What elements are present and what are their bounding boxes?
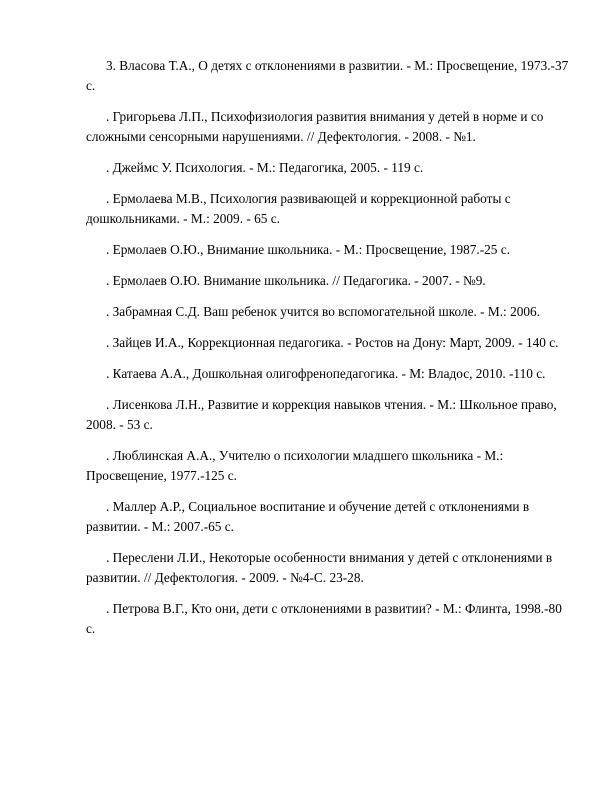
reference-item: . Григорьева Л.П., Психофизиология развития внимания у детей в норме и со сложными сенсорными нарушениями. // Дефектология. - 2008. - №1. (86, 109, 544, 144)
reference-item: . Петрова В.Г., Кто они, дети с отклонениями в развитии? - М.: Флинта, 1998.-80 с. (86, 601, 562, 636)
reference-list (86, 56, 574, 650)
reference-item: . Лисенкова Л.Н., Развитие и коррекция навыков чтения. - М.: Школьное право, 2008. - 53 с. (86, 397, 557, 432)
reference-item: . Люблинская А.А., Учителю о психологии младшего школьника - М.: Просвещение, 1977.-125 с. (86, 448, 504, 483)
reference-item: . Маллер А.Р., Социальное воспитание и обучение детей с отклонениями в развитии. - М.: 2007.-65 с. (86, 499, 530, 534)
reference-item: 3. Власова Т.А., О детях с отклонениями в развитии. - М.: Просвещение, 1973.-37 с. (86, 58, 569, 93)
reference-item: . Катаева А.А., Дошкольная олигофренопедагогика. - М: Владос, 2010. -110 с. (106, 366, 546, 381)
reference-item: . Ермолаева М.В., Психология развивающей и коррекционной работы с дошкольниками. - М.: 2009. - 65 с. (86, 191, 511, 226)
reference-item: . Переслени Л.И., Некоторые особенности внимания у детей с отклонениями в развитии. // Дефектология. - 2009. - №4-С. 23-28. (86, 550, 553, 585)
reference-item: . Ермолаев О.Ю. Внимание школьника. // Педагогика. - 2007. - №9. (106, 273, 486, 288)
reference-item: . Джеймс У. Психология. - М.: Педагогика, 2005. - 119 с. (106, 160, 424, 175)
reference-item: . Ермолаев О.Ю., Внимание школьника. - М.: Просвещение, 1987.-25 с. (106, 242, 511, 257)
reference-item: . Зайцев И.А., Коррекционная педагогика. - Ростов на Дону: Март, 2009. - 140 с. (106, 335, 559, 350)
reference-item: . Забрамная С.Д. Ваш ребенок учится во вспомогательной школе. - М.: 2006. (106, 304, 540, 319)
